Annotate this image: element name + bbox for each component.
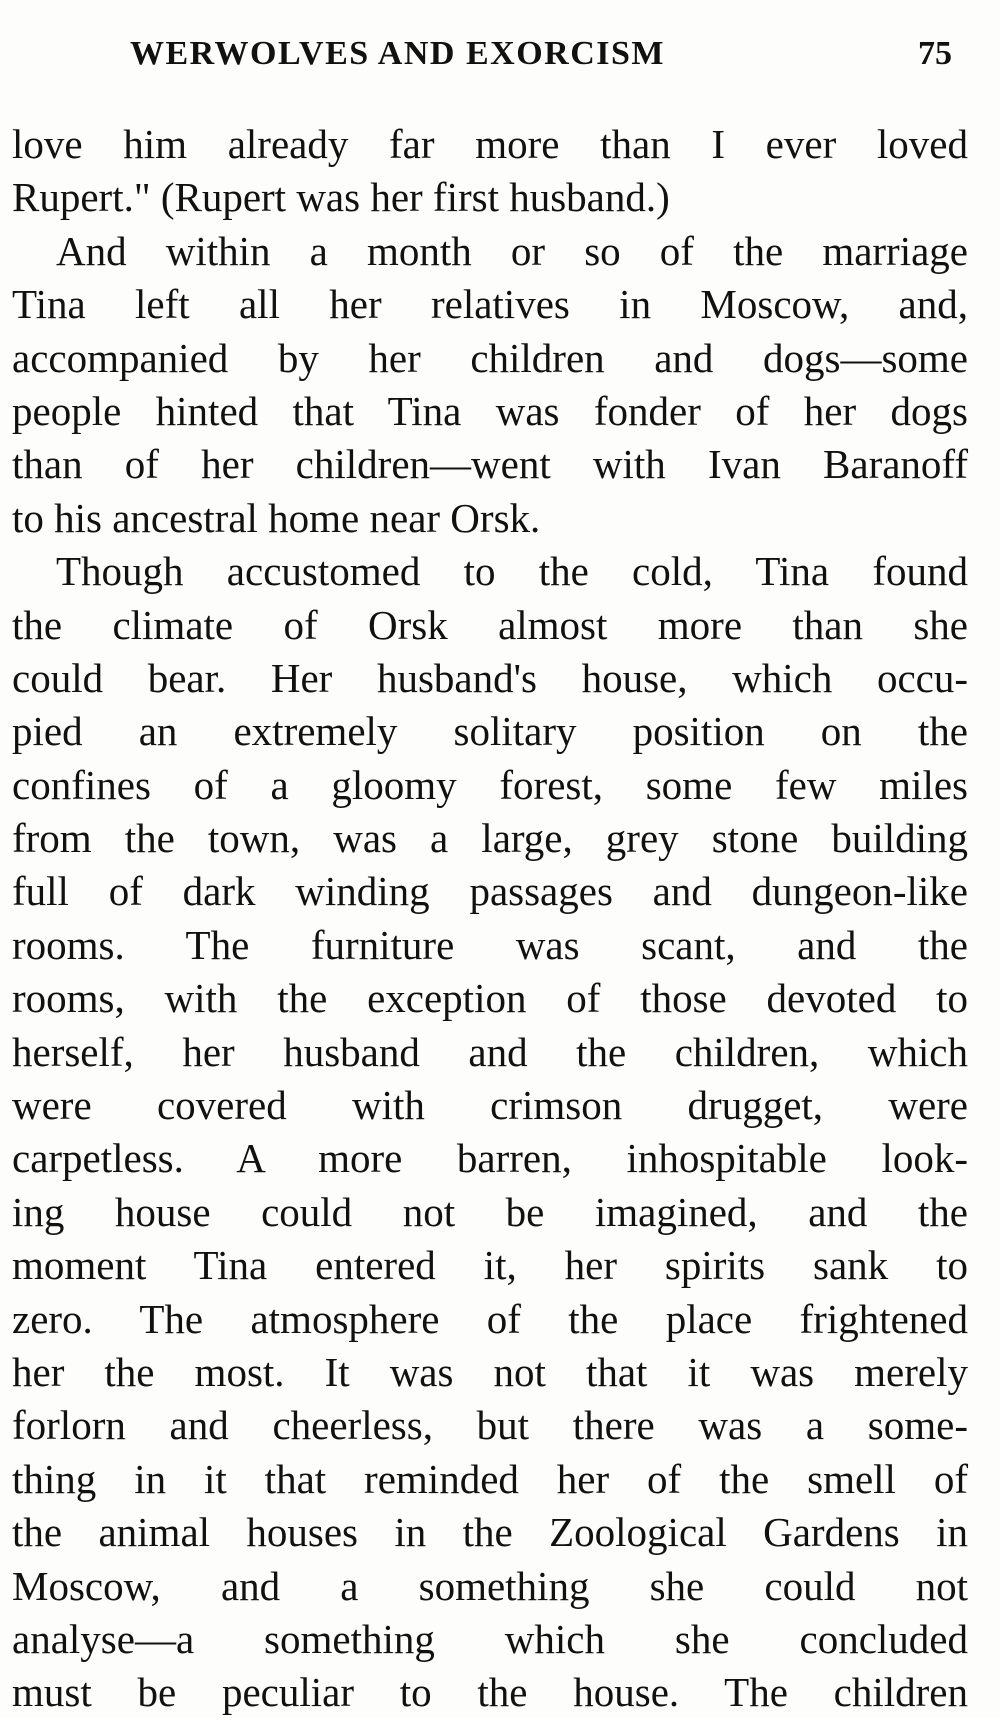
text-line: moment Tina entered it, her spirits sank to	[12, 1242, 968, 1289]
text-line: from the town, was a large, grey stone building	[12, 815, 968, 862]
chapter-title: WERWOLVES AND EXORCISM	[130, 35, 665, 72]
text-line: Though accustomed to the cold, Tina found	[56, 548, 968, 595]
text-line: accompanied by her children and dogs—some	[12, 334, 968, 381]
text-line: people hinted that Tina was fonder of her dogs	[12, 387, 968, 434]
text-line: carpetless. A more barren, inhospitable look-	[12, 1135, 968, 1182]
text-line: love him already far more than I ever loved	[12, 121, 968, 167]
text-line: herself, her husband and the children, which	[12, 1028, 968, 1075]
text-line: confines of a gloomy forest, some few miles	[12, 761, 968, 808]
text-line: rooms. The furniture was scant, and the	[12, 921, 968, 968]
body-text	[12, 118, 968, 1720]
text-line: Rupert." (Rupert was her first husband.)	[12, 174, 670, 221]
text-line: analyse—a something which she concluded	[12, 1615, 968, 1662]
text-line: were covered with crimson drugget, were	[12, 1082, 968, 1129]
text-line: to his ancestral home near Orsk.	[12, 494, 541, 541]
text-line: pied an extremely solitary position on the	[12, 708, 968, 755]
text-line: than of her children—went with Ivan Baranoff	[12, 441, 968, 488]
running-head	[120, 26, 960, 82]
text-line: rooms, with the exception of those devoted to	[12, 975, 968, 1022]
text-line: zero. The atmosphere of the place frightened	[12, 1295, 968, 1342]
text-line: the climate of Orsk almost more than she	[12, 601, 968, 648]
text-line: the animal houses in the Zoological Gardens in	[12, 1509, 968, 1556]
text-line: thing in it that reminded her of the smell of	[12, 1455, 968, 1502]
text-line: her the most. It was not that it was merely	[12, 1348, 968, 1395]
text-line: must be peculiar to the house. The children	[12, 1669, 968, 1716]
page-number: 75	[918, 35, 952, 72]
text-line: full of dark winding passages and dungeon-like	[12, 868, 968, 915]
text-line: And within a month or so of the marriage	[56, 227, 968, 274]
text-line: ing house could not be imagined, and the	[12, 1188, 968, 1235]
text-line: forlorn and cheerless, but there was a some-	[12, 1402, 968, 1449]
text-line: could bear. Her husband's house, which occu-	[12, 654, 968, 701]
text-line: Moscow, and a something she could not	[12, 1562, 968, 1609]
text-line: Tina left all her relatives in Moscow, and,	[12, 281, 968, 328]
